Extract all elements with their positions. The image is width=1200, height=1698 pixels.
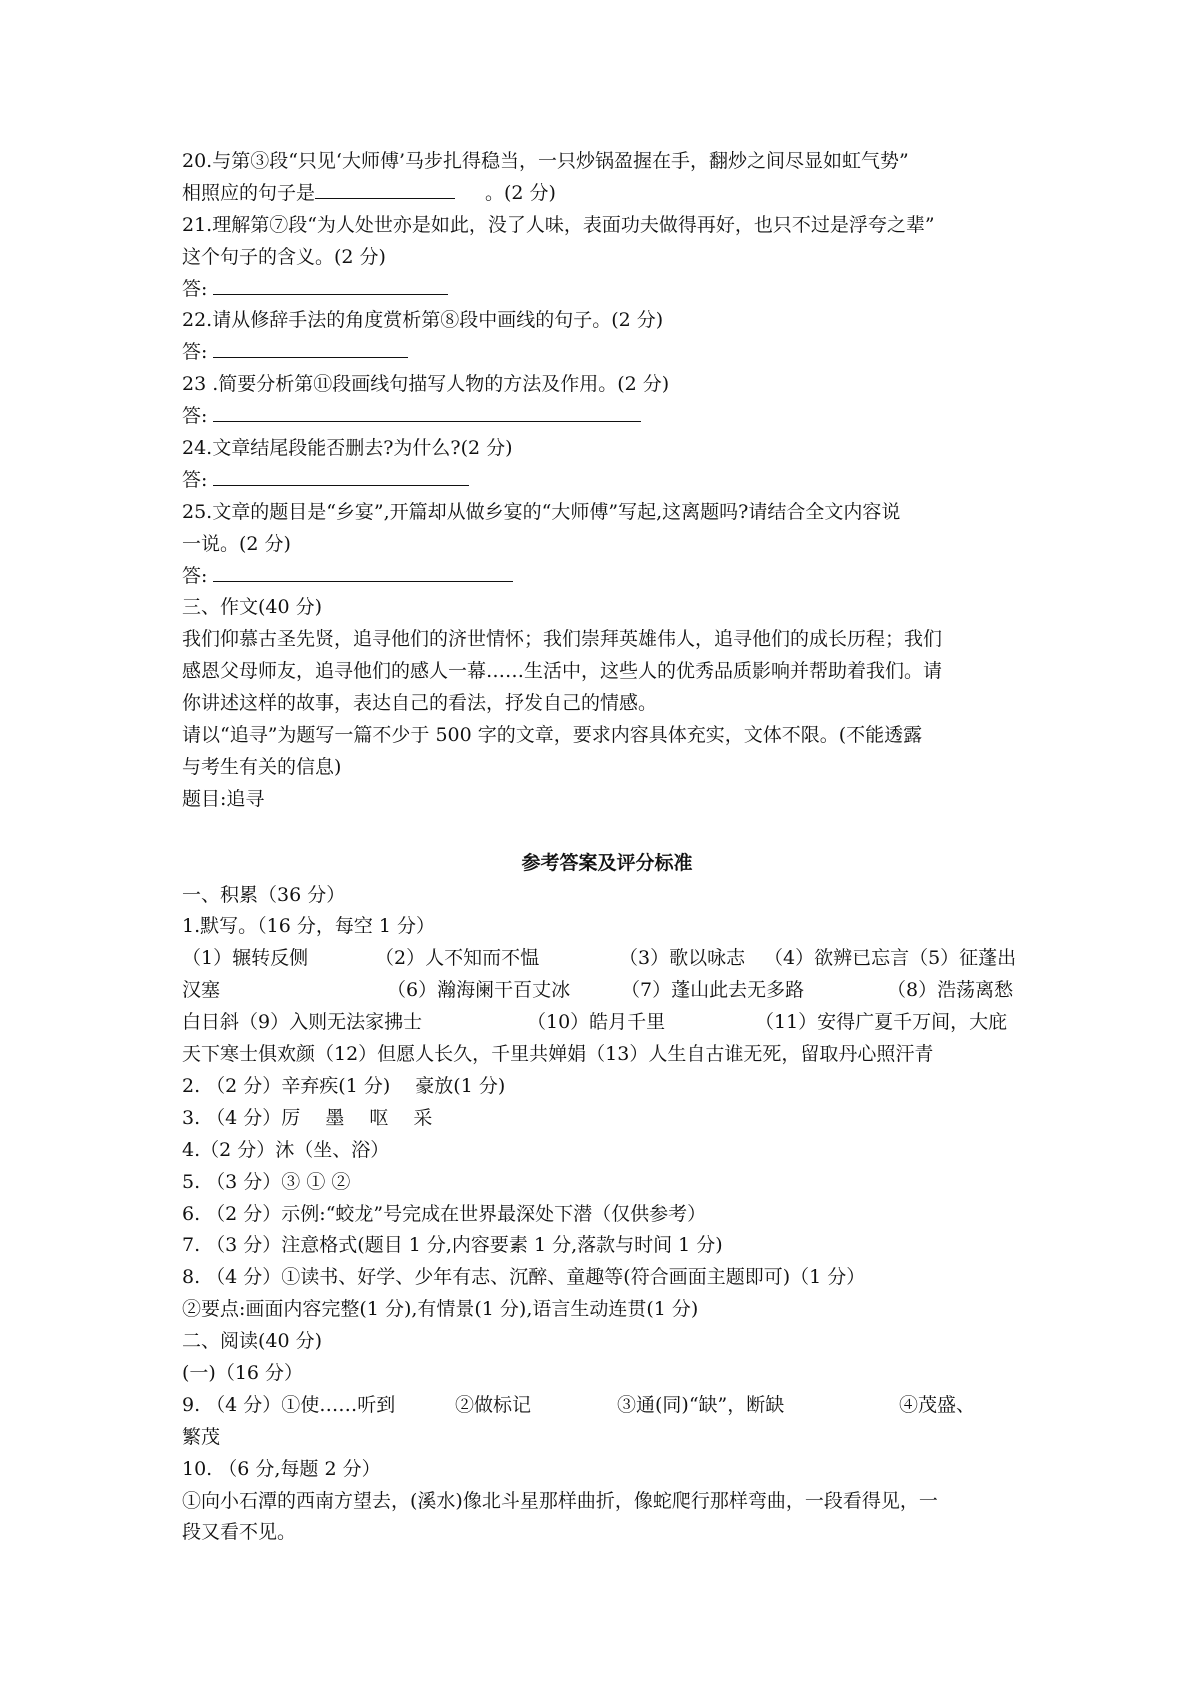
- answer-10-item: 段又看不见。: [182, 1521, 297, 1544]
- answer-6: 6. （2 分）示例:“蛟龙”号完成在世界最深处下潜（仅供参考）: [182, 1202, 707, 1225]
- answer-8: 8. （4 分）①读书、好学、少年有志、沉醉、童趣等(符合画面主题即可)（1 分）: [182, 1266, 866, 1289]
- answer-5: 5. （3 分）③ ① ②: [182, 1170, 351, 1193]
- answer-item: （7）蓬山此去无多路: [621, 979, 805, 1002]
- answer-label: 答:: [182, 341, 208, 364]
- question-20-score: 。(2 分): [485, 181, 556, 204]
- answer-1-row: 天下寒士俱欢颜（12）但愿人长久，千里共婵娟（13）人生自古谁无死，留取丹心照汗青: [182, 1043, 934, 1066]
- answer-item: （6）瀚海阑干百丈冰: [387, 979, 571, 1002]
- question-24: 24.文章结尾段能否删去?为什么?(2 分): [182, 437, 513, 460]
- question-25-line1: 25.文章的题目是“乡宴”,开篇却从做乡宴的“大师傅”写起,这离题吗?请结合全文内容说: [182, 500, 901, 523]
- answer-item: ③通(同)“缺”，断缺: [617, 1393, 785, 1416]
- answer-line: [182, 274, 1032, 306]
- section-heading: 二、阅读(40 分): [182, 1330, 323, 1353]
- essay-heading: 三、作文(40 分): [182, 596, 323, 619]
- answer-item: 汉塞: [182, 979, 221, 1002]
- question-20-prompt: 相照应的句子是: [182, 181, 316, 204]
- question-22: 22.请从修辞手法的角度赏析第⑧段中画线的句子。(2 分): [182, 309, 664, 332]
- question-25-line2: 一说。(2 分): [182, 532, 291, 555]
- answer-label: 答:: [182, 564, 208, 587]
- answer-blank[interactable]: [213, 465, 469, 486]
- answer-blank[interactable]: [213, 274, 448, 295]
- answer-blank[interactable]: [213, 337, 408, 358]
- answer-item: ④茂盛、: [899, 1393, 976, 1416]
- question-20-line2: [182, 178, 1032, 210]
- answer-item: （2）人不知而不愠: [375, 947, 540, 970]
- answer-1-heading: 1.默写。（16 分，每空 1 分）: [182, 915, 436, 938]
- answer-blank[interactable]: [213, 401, 641, 422]
- essay-prompt-line: 我们仰慕古圣先贤，追寻他们的济世情怀；我们崇拜英雄伟人，追寻他们的成长历程；我们: [182, 628, 943, 651]
- essay-prompt-line: 你讲述这样的故事，表达自己的看法，抒发自己的情感。: [182, 692, 658, 715]
- essay-prompt-line: 请以“追寻”为题写一篇不少于 500 字的文章，要求内容具体充实，文体不限。(不能透露: [182, 724, 923, 747]
- answer-line: [182, 337, 1032, 369]
- answer-9-row: [182, 1390, 1032, 1422]
- answer-item: （1）辗转反侧: [182, 947, 309, 970]
- section-heading: 一、积累（36 分）: [182, 883, 346, 906]
- answer-1-row: [182, 1007, 1032, 1039]
- question-21-line1: 21.理解第⑦段“为人处世亦是如此，没了人味，表面功夫做得再好，也只不过是浮夸之辈”: [182, 213, 935, 236]
- answer-7: 7. （3 分）注意格式(题目 1 分,内容要素 1 分,落款与时间 1 分): [182, 1234, 723, 1257]
- answer-label: 答:: [182, 468, 208, 491]
- answer-8-points: ②要点:画面内容完整(1 分),有情景(1 分),语言生动连贯(1 分): [182, 1298, 699, 1321]
- answer-4: 4.（2 分）沐（坐、浴）: [182, 1138, 390, 1161]
- question-23: 23 .简要分析第⑪段画线句描写人物的方法及作用。(2 分): [182, 373, 670, 396]
- answer-line: [182, 465, 1032, 497]
- subsection-heading: (一)（16 分）: [182, 1361, 304, 1384]
- essay-prompt-line: 与考生有关的信息): [182, 755, 342, 778]
- answer-blank[interactable]: [315, 178, 455, 199]
- answer-item: （8）浩荡离愁: [887, 979, 1014, 1002]
- answer-10: 10. （6 分,每题 2 分）: [182, 1457, 381, 1480]
- question-21-line2: 这个句子的含义。(2 分): [182, 245, 386, 268]
- answer-label: 答:: [182, 277, 208, 300]
- answer-key-title: 参考答案及评分标准: [521, 851, 693, 874]
- answer-3: 3. （4 分）厉 墨 呕 采: [182, 1106, 433, 1129]
- answer-item: （10）皓月千里: [527, 1011, 666, 1034]
- answer-line: [182, 561, 1032, 593]
- answer-blank[interactable]: [213, 561, 513, 582]
- answer-item: 白日斜（9）入则无法家拂士: [182, 1011, 423, 1034]
- answer-item: （11）安得广夏千万间，大庇: [755, 1011, 1008, 1034]
- answer-line: [182, 401, 1032, 433]
- answer-10-item: ①向小石潭的西南方望去，(溪水)像北斗星那样曲折，像蛇爬行那样弯曲，一段看得见，一: [182, 1489, 938, 1512]
- answer-item: 9. （4 分）①使……听到: [182, 1393, 396, 1416]
- answer-9-row: 繁茂: [182, 1425, 221, 1448]
- essay-topic: 题目:追寻: [182, 787, 265, 810]
- answer-item: （3）歌以咏志: [619, 947, 746, 970]
- answer-item: （4）欲辨已忘言（5）征蓬出: [764, 947, 1017, 970]
- answer-item: ②做标记: [455, 1393, 532, 1416]
- answer-label: 答:: [182, 405, 208, 428]
- essay-prompt-line: 感恩父母师友，追寻他们的感人一幕……生活中，这些人的优秀品质影响并帮助着我们。请: [182, 660, 943, 683]
- question-20-line1: 20.与第③段“只见‘大师傅’马步扎得稳当，一只炒锅盈握在手，翻炒之间尽显如虹气势”: [182, 150, 909, 172]
- answer-1-row: [182, 975, 1032, 1007]
- answer-2: 2. （2 分）辛弃疾(1 分) 豪放(1 分): [182, 1074, 506, 1097]
- document-content: [182, 146, 1032, 1549]
- answer-1-row: [182, 943, 1032, 975]
